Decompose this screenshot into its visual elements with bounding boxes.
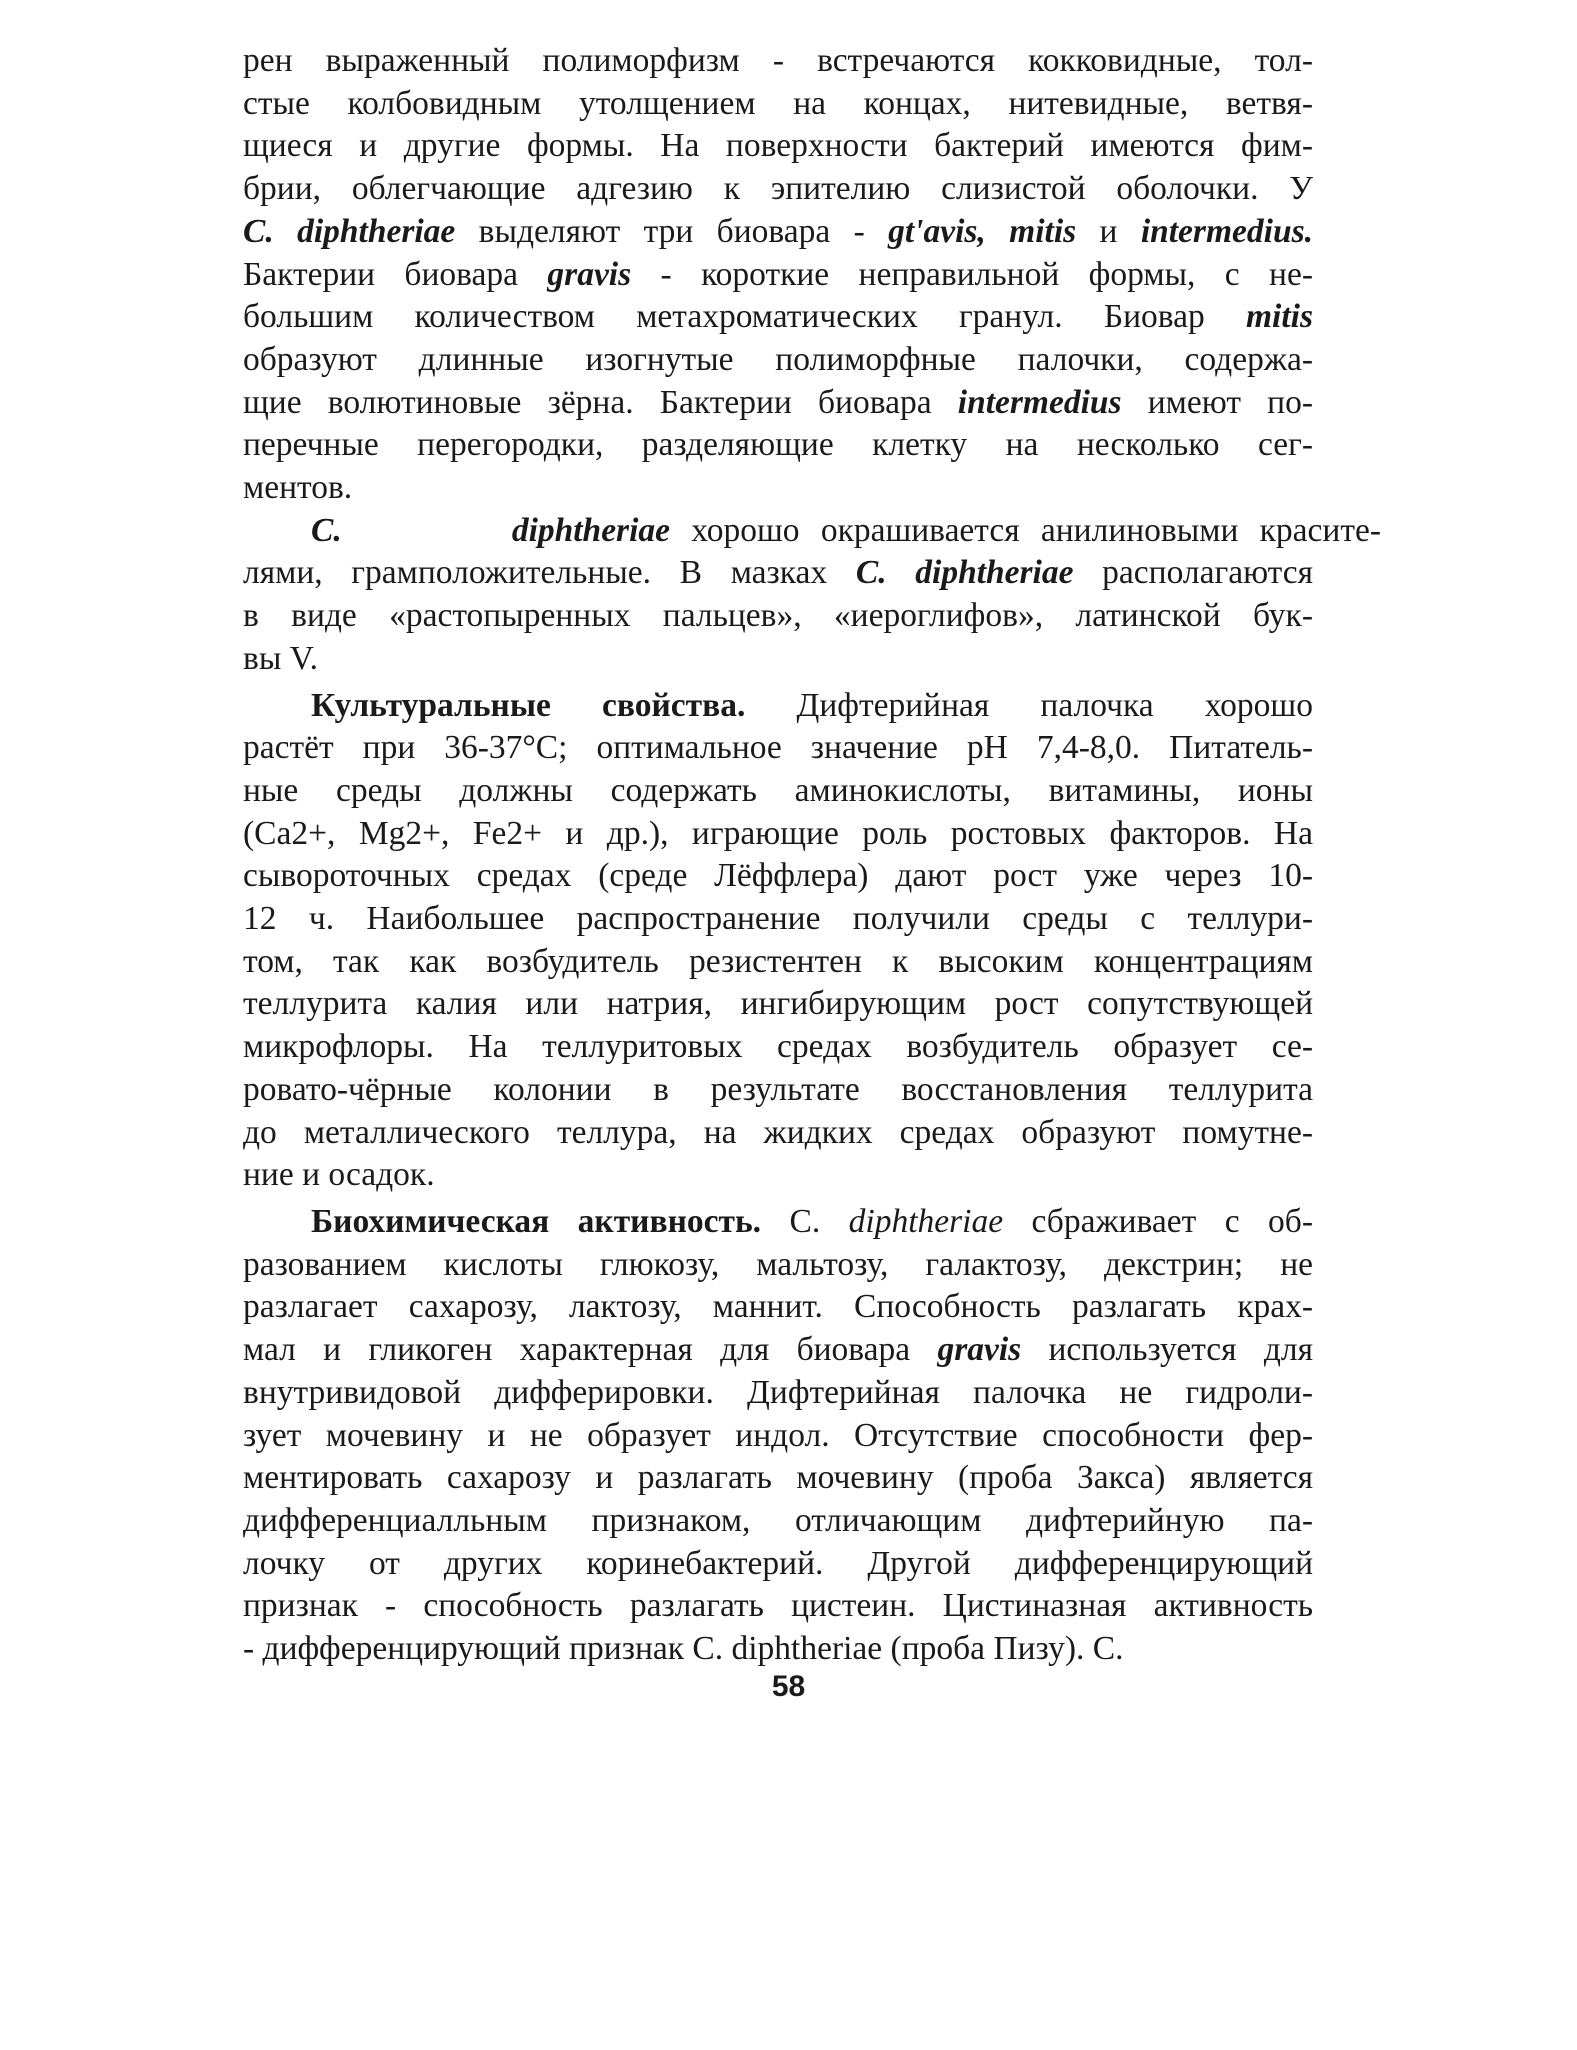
text-run: стые колбовидным утолщением на концах, нитевидные, ветвя- — [243, 84, 1313, 122]
styled-text-run: gravis — [547, 255, 632, 293]
text-run: хорошо окрашивается анилиновыми красите- — [670, 511, 1382, 549]
text-line — [243, 941, 1313, 984]
text-line — [243, 855, 1313, 898]
text-run: лочку от других коринебактерий. Другой дифференцирующий — [243, 1544, 1313, 1582]
styled-text-run: C. — [311, 511, 342, 549]
text-line — [243, 296, 1313, 339]
text-line — [243, 339, 1313, 382]
text-run — [342, 512, 512, 549]
text-run: выделяют три биовара - — [455, 212, 889, 250]
text-line — [243, 770, 1313, 813]
text-line — [243, 211, 1313, 254]
text-run: образуют длинные изогнутые полиморфные палочки, содержа- — [243, 340, 1313, 378]
text-line — [243, 510, 1381, 553]
text-run: щие волютиновые зёрна. Бактерии биовара — [243, 383, 958, 421]
text-run: брии, облегчающие адгезию к эпителию слизистой оболочки. У — [243, 170, 1313, 208]
text-line — [243, 1329, 1313, 1372]
styled-text-run: gt'avis, mitis — [888, 212, 1077, 250]
text-line — [243, 467, 1313, 510]
styled-text-run: intermedius. — [1140, 212, 1313, 250]
text-run: щиеся и другие формы. На поверхности бактерий имеются фим- — [243, 127, 1313, 165]
text-run: 12 ч. Наибольшее распространение получили среды с теллури- — [243, 900, 1313, 938]
text-run: перечные перегородки, разделяющие клетку на несколько сег- — [243, 426, 1313, 464]
text-line — [243, 1201, 1313, 1244]
text-run: разлагает сахарозу, лактозу, маннит. Способность разлагать крах- — [243, 1288, 1313, 1326]
text-line — [243, 1500, 1313, 1543]
styled-text-run: C. diphtheriae — [243, 212, 456, 250]
text-run: зует мочевину и не образует индол. Отсутствие способности фер- — [243, 1416, 1313, 1454]
text-line — [243, 1372, 1313, 1415]
text-run: ровато-чёрные колонии в результате восстановления теллурита — [243, 1070, 1313, 1108]
text-line — [243, 125, 1313, 168]
text-run: имеют по- — [1121, 383, 1313, 421]
text-run: до металлического теллура, на жидких средах образуют помутне- — [243, 1113, 1313, 1151]
styled-text-run: Культуральные свойства. — [311, 686, 746, 724]
text-line — [243, 424, 1313, 467]
text-run: вы V. — [243, 639, 318, 677]
text-run: сывороточных средах (среде Лёффлера) дают рост уже через 10- — [243, 857, 1313, 895]
text-run: в виде «растопыренных пальцев», «иероглифов», латинской бук- — [243, 597, 1313, 635]
text-run: и — [1076, 212, 1141, 250]
text-run: Дифтерийная палочка хорошо — [745, 686, 1313, 724]
text-line — [243, 638, 1313, 681]
styled-text-run: Биохимическая активность. — [311, 1202, 762, 1240]
text-run: сбраживает с об- — [1003, 1202, 1313, 1240]
page-number: 58 — [771, 1670, 806, 1703]
text-line — [243, 1585, 1313, 1628]
paragraph-morphology — [243, 40, 1313, 510]
text-run: мал и гликоген характерная для биовара — [243, 1331, 938, 1369]
text-line — [243, 552, 1313, 595]
text-line — [243, 727, 1313, 770]
text-run: ные среды должны содержать аминокислоты, витамины, ионы — [243, 771, 1313, 809]
text-line — [243, 1244, 1313, 1287]
text-line — [243, 1069, 1313, 1112]
text-run: Бактерии биовара — [243, 255, 548, 293]
text-run: ментов. — [243, 469, 353, 507]
text-run: (Са2+, Mg2+, Fe2+ и др.), играющие роль ростовых факторов. На — [243, 814, 1313, 852]
text-line — [243, 1112, 1313, 1155]
text-line — [243, 898, 1313, 941]
text-line — [243, 595, 1313, 638]
text-line — [243, 40, 1313, 83]
text-run: C. — [761, 1202, 849, 1240]
styled-text-run: mitis — [1245, 298, 1313, 336]
text-line — [243, 1286, 1313, 1329]
text-line — [243, 1543, 1313, 1586]
text-run: растёт при 36-37°С; оптимальное значение рН 7,4-8,0. Питатель- — [243, 729, 1313, 767]
text-line — [243, 1415, 1313, 1458]
text-run: большим количеством метахроматических гранул. Биовар — [243, 298, 1246, 336]
styled-text-run: diphtheriae — [511, 511, 671, 549]
text-run: используется для — [1021, 1331, 1314, 1369]
text-line — [243, 813, 1313, 856]
text-run: том, так как возбудитель резистентен к высоким концентрациям — [243, 942, 1313, 980]
paragraph-staining — [243, 510, 1382, 681]
styled-text-run: C. diphtheriae — [855, 554, 1074, 592]
text-run: располагаются — [1073, 554, 1313, 592]
text-line — [243, 1026, 1313, 1069]
text-run: дифференциалльным признаком, отличающим дифтерийную па- — [243, 1501, 1313, 1539]
text-line — [243, 83, 1313, 126]
text-line — [243, 983, 1313, 1026]
text-run: внутривидовой дифферировки. Дифтерийная палочка не гидроли- — [243, 1373, 1313, 1411]
styled-text-run: diphtheriae — [848, 1202, 1004, 1240]
text-run: ние и осадок. — [243, 1156, 435, 1194]
text-run: разованием кислоты глюкозу, мальтозу, галактозу, декстрин; не — [243, 1245, 1313, 1283]
paragraph-biochemical-activity — [243, 1201, 1313, 1671]
text-line — [243, 168, 1313, 211]
text-run: - короткие неправильной формы, с не- — [631, 255, 1313, 293]
text-line — [243, 254, 1313, 297]
text-line — [243, 1457, 1313, 1500]
text-run: признак - способность разлагать цистеин. Цистиназная активность — [243, 1587, 1313, 1625]
text-line — [243, 1154, 1313, 1197]
paragraph-cultural-properties — [243, 685, 1313, 1197]
styled-text-run: gravis — [937, 1331, 1022, 1369]
text-line — [243, 685, 1313, 728]
styled-text-run: intermedius — [957, 383, 1122, 421]
text-run: микрофлоры. На теллуритовых средах возбудитель образует се- — [243, 1028, 1313, 1066]
page-body — [243, 40, 1382, 1671]
text-run: рен выраженный полиморфизм - встречаются кокковидные, тол- — [243, 42, 1313, 79]
text-run: - дифференцирующий признак C. diphtheriae (проба Пизу). С. — [243, 1630, 1124, 1668]
text-line — [243, 382, 1313, 425]
text-run: ментировать сахарозу и разлагать мочевину (проба Закса) является — [243, 1459, 1313, 1497]
text-run: лями, грамположительные. В мазках — [243, 554, 856, 592]
text-line — [243, 1628, 1313, 1671]
text-run: теллурита калия или натрия, ингибирующим рост сопутствующей — [243, 985, 1313, 1023]
